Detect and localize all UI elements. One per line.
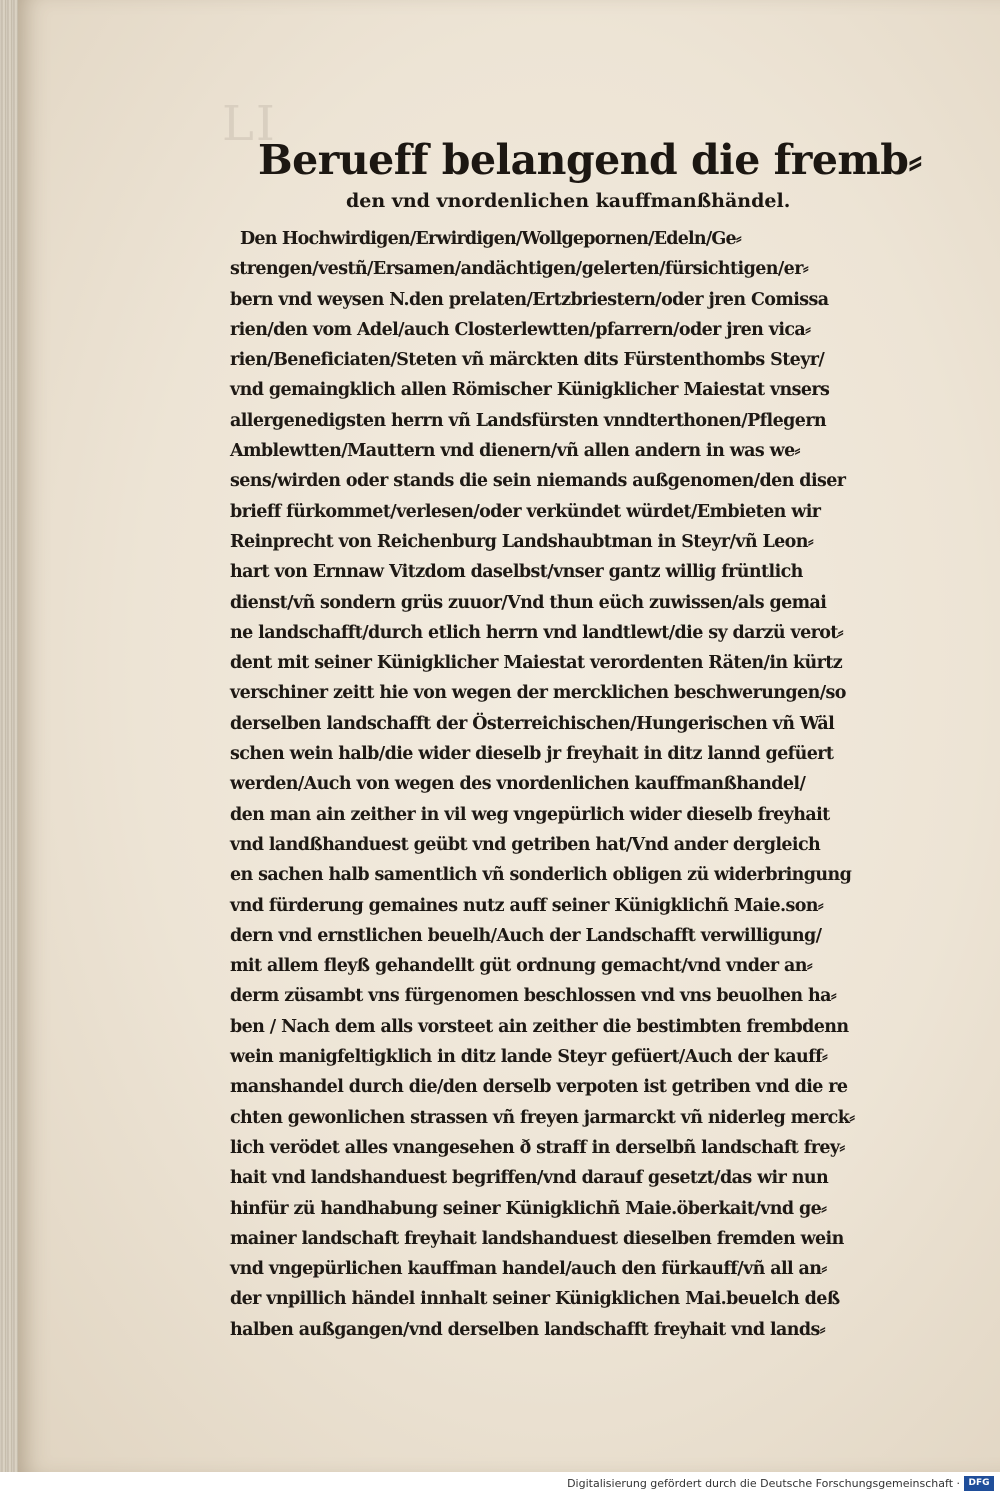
text-line: derselben landschafft der Österreichischen/Hungerischen vñ Wäl: [230, 713, 835, 734]
text-line: halben außgangen/vnd derselben landschafft freyhait vnd lands⸗: [230, 1319, 826, 1340]
text-line: ne landschafft/durch etlich herrn vnd landtlewt/die sy darzü verot⸗: [230, 622, 844, 643]
text-line: strengen/vestñ/Ersamen/andächtigen/gelerten/fürsichtigen/er⸗: [230, 259, 809, 280]
text-line: vnd landßhanduest geübt vnd getriben hat/Vnd ander dergleich: [230, 834, 821, 855]
text-line: manshandel durch die/den derselb verpoten ist getriben vnd die re: [230, 1077, 848, 1098]
text-line: hait vnd landshanduest begriffen/vnd darauf gesetzt/das wir nun: [230, 1168, 829, 1189]
text-line: schen wein halb/die wider dieselb jr freyhait in ditz lannd gefüert: [230, 744, 834, 765]
text-line: Reinprecht von Reichenburg Landshaubtman in Steyr/vñ Leon⸗: [230, 531, 814, 552]
text-line: allergenedigsten herrn vñ Landsfürsten vnndterthonen/Pflegern: [230, 410, 827, 431]
text-line: vnd fürderung gemaines nutz auff seiner Künigklichñ Maie.son⸗: [230, 895, 824, 916]
text-line: chten gewonlichen strassen vñ freyen jarmarckt vñ niderleg merck⸗: [230, 1107, 855, 1128]
text-line: dern vnd ernstlichen beuelh/Auch der Landschafft verwilligung/: [230, 925, 822, 946]
text-line: hart von Ernnaw Vitzdom daselbst/vnser gantz willig früntlich: [230, 562, 803, 583]
text-line: dienst/vñ sondern grüs zuuor/Vnd thun eüch zuwissen/als gemai: [230, 592, 827, 613]
text-line: mainer landschaft freyhait landshanduest dieselben fremden wein: [230, 1228, 844, 1249]
text-line: der vnpillich händel innhalt seiner Künigklichen Mai.beuelch deß: [230, 1289, 840, 1310]
text-line: ben / Nach dem alls vorsteet ain zeither die bestimbten frembdenn: [230, 1016, 849, 1037]
page-heading: Berueff belangend die fremb⸗: [258, 136, 922, 184]
text-line: sens/wirden oder stands die sein niemands außgenomen/den diser: [230, 471, 846, 492]
text-line: rien/Beneficiaten/Steten vñ märckten dits Fürstenthombs Steyr/: [230, 350, 825, 371]
body-text: [230, 224, 886, 1345]
text-line: rien/den vom Adel/auch Closterlewtten/pfarrern/oder jren vica⸗: [230, 319, 811, 340]
folio-number: LI: [222, 96, 277, 152]
text-line: bern vnd weysen N.den prelaten/Ertzbriestern/oder jren Comissa: [230, 289, 829, 310]
text-line: Amblewtten/Mauttern vnd dienern/vñ allen andern in was we⸗: [230, 441, 800, 462]
page-subheading: den vnd vnordenlichen kauffmanßhändel.: [346, 190, 791, 212]
text-line: Den Hochwirdigen/Erwirdigen/Wollgepornen/Edeln/Ge⸗: [240, 229, 741, 249]
text-line: vnd vngepürlichen kauffman handel/auch den fürkauff/vñ all an⸗: [230, 1259, 827, 1280]
text-line: wein manigfeltigklich in ditz lande Steyr gefüert/Auch der kauff⸗: [230, 1047, 828, 1068]
text-line: mit allem fleyß gehandellt güt ordnung gemacht/vnd vnder an⸗: [230, 956, 813, 977]
dfg-logo: DFG: [964, 1476, 994, 1491]
text-line: hinfür zü handhabung seiner Künigklichñ Maie.öberkait/vnd ge⸗: [230, 1198, 827, 1219]
text-line: dent mit seiner Künigklicher Maiestat verordenten Räten/in kürtz: [230, 653, 843, 674]
text-line: brieff fürkommet/verlesen/oder verkündet würdet/Embieten wir: [230, 501, 821, 522]
text-line: den man ain zeither in vil weg vngepürlich wider dieselb freyhait: [230, 804, 830, 825]
text-line: derm züsambt vns fürgenomen beschlossen vnd vns beuolhen ha⸗: [230, 986, 837, 1007]
text-line: vnd gemaingklich allen Römischer Künigklicher Maiestat vnsers: [230, 380, 830, 401]
text-line: werden/Auch von wegen des vnordenlichen kauffmanßhandel/: [230, 774, 806, 795]
text-line: verschiner zeitt hie von wegen der mercklichen beschwerungen/so: [230, 683, 846, 704]
footer-bar: [0, 1472, 1000, 1496]
text-line: lich verödet alles vnangesehen ð straff in derselbñ landschaft frey⸗: [230, 1137, 845, 1158]
funding-notice: Digitalisierung gefördert durch die Deutsche Forschungsgemeinschaft ·: [567, 1477, 960, 1490]
text-line: en sachen halb samentlich vñ sonderlich obligen zü widerbringung: [230, 865, 852, 886]
